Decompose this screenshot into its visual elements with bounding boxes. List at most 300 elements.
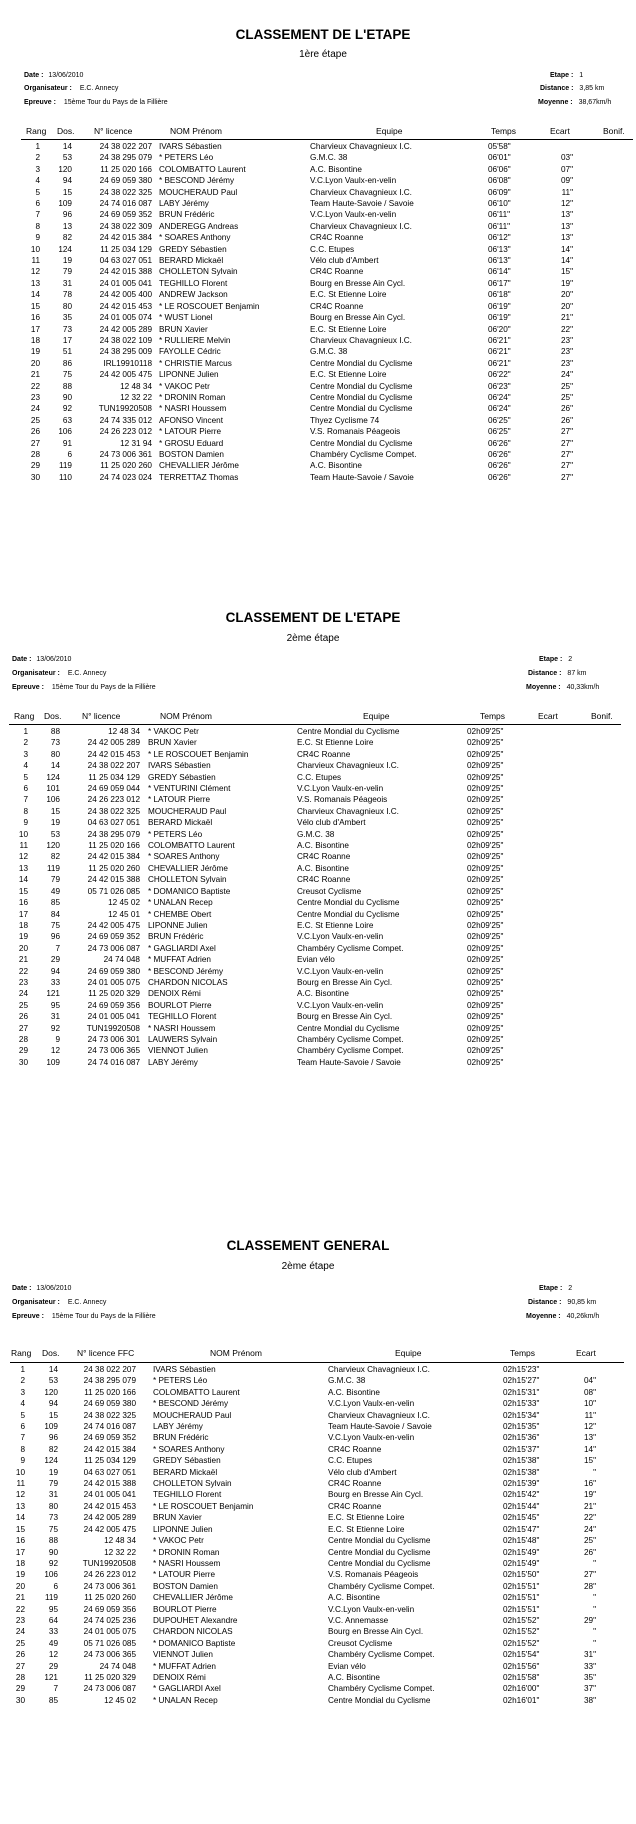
average-speed-label: Moyenne : xyxy=(538,99,573,106)
table-row xyxy=(0,1432,636,1443)
time-cell: 02h15'52" xyxy=(503,1638,540,1648)
rider-name-cell: * DRONIN Roman xyxy=(159,392,226,402)
bib-cell: 88 xyxy=(50,727,60,736)
team-cell: Team Haute-Savoie / Savoie xyxy=(310,472,414,482)
team-cell: Centre Mondial du Cyclisme xyxy=(310,404,413,414)
rank-cell: 9 xyxy=(20,1456,25,1466)
rank-cell: 3 xyxy=(20,1387,25,1397)
licence-cell: 24 74 025 236 xyxy=(83,1615,136,1625)
team-cell: E.C. St Etienne Loire xyxy=(310,290,387,300)
time-cell: 02h09'25" xyxy=(467,863,504,873)
bib-cell: 79 xyxy=(50,875,60,885)
team-cell: Charvieux Chavagnieux I.C. xyxy=(310,142,412,151)
time-cell: 02h15'45" xyxy=(503,1513,540,1523)
rank-cell: 26 xyxy=(18,1012,28,1022)
licence-cell: 24 42 015 388 xyxy=(99,267,152,277)
gap-cell: 07" xyxy=(560,164,573,174)
bib-cell: 73 xyxy=(48,1513,58,1523)
licence-cell: 24 69 059 356 xyxy=(87,1000,140,1010)
rank-cell: 28 xyxy=(18,1034,28,1044)
rank-cell: 27 xyxy=(30,438,40,448)
rank-cell: 6 xyxy=(23,784,28,794)
licence-cell: 24 73 006 365 xyxy=(87,1046,140,1056)
licence-cell: 04 63 027 051 xyxy=(99,256,152,266)
rank-cell: 30 xyxy=(18,1057,28,1067)
licence-cell: 24 42 015 384 xyxy=(99,233,152,243)
team-cell: Centre Mondial du Cyclisme xyxy=(328,1558,431,1568)
rank-cell: 25 xyxy=(15,1638,25,1648)
licence-cell: 11 25 020 166 xyxy=(84,1387,136,1397)
licence-cell: 24 38 295 079 xyxy=(99,153,152,163)
bib-cell: 15 xyxy=(62,187,72,197)
licence-cell: 24 42 005 289 xyxy=(87,738,140,748)
team-cell: V.C.Lyon Vaulx-en-velin xyxy=(328,1399,415,1409)
rider-name-cell: * GAGLIARDI Axel xyxy=(153,1684,221,1694)
team-cell: Evian vélo xyxy=(328,1661,366,1671)
stage-label: Etape : xyxy=(539,1285,563,1292)
rank-cell: 28 xyxy=(30,449,40,459)
section-subtitle: 2ème étape xyxy=(281,1261,335,1272)
team-cell: CR4C Roanne xyxy=(328,1479,382,1489)
licence-cell: 24 73 006 361 xyxy=(83,1581,136,1591)
time-cell: 02h15'39" xyxy=(503,1479,540,1489)
table-row xyxy=(0,1649,636,1660)
rank-cell: 4 xyxy=(35,176,40,186)
team-cell: G.M.C. 38 xyxy=(310,153,348,163)
bib-cell: 119 xyxy=(46,863,60,873)
time-cell: 02h09'25" xyxy=(467,1057,504,1067)
table-row xyxy=(0,1364,636,1375)
stage-label: Etape : xyxy=(550,72,574,79)
rank-cell: 18 xyxy=(18,920,28,930)
team-cell: G.M.C. 38 xyxy=(297,829,335,839)
rank-cell: 19 xyxy=(30,347,40,357)
gap-cell: 24" xyxy=(560,370,573,380)
rider-name-cell: * LE ROSCOUET Benjamin xyxy=(159,301,260,311)
team-cell: Vélo club d'Ambert xyxy=(310,256,379,266)
licence-cell: 24 26 223 012 xyxy=(99,427,152,437)
rank-cell: 20 xyxy=(30,358,40,368)
licence-cell: 24 01 005 041 xyxy=(83,1490,136,1500)
team-cell: Bourg en Bresse Ain Cycl. xyxy=(297,1012,393,1022)
average-speed-value: 38,67km/h xyxy=(578,99,612,106)
rider-name-cell: ANDREW Jackson xyxy=(159,290,228,300)
rider-name-cell: CHARDON NICOLAS xyxy=(153,1627,233,1637)
rank-cell: 7 xyxy=(20,1433,25,1443)
time-cell: 06'26" xyxy=(488,449,511,459)
bib-cell: 31 xyxy=(62,278,72,288)
results-table xyxy=(0,1364,636,1706)
bib-cell: 53 xyxy=(50,829,60,839)
gap-cell: 31" xyxy=(583,1650,596,1660)
gap-cell: 19" xyxy=(560,278,573,288)
rider-name-cell: * LATOUR Pierre xyxy=(153,1570,216,1580)
licence-cell: 24 42 015 453 xyxy=(83,1501,136,1511)
rider-name-cell: DENOIX Rémi xyxy=(148,989,201,999)
time-cell: 06'17" xyxy=(488,278,511,288)
rider-name-cell: COLOMBATTO Laurent xyxy=(148,841,235,851)
rider-name-cell: LIPONNE Julien xyxy=(159,370,219,380)
gap-cell: 29" xyxy=(583,1615,596,1625)
time-cell: 02h15'34" xyxy=(503,1410,540,1420)
team-cell: Charvieux Chavagnieux I.C. xyxy=(297,806,399,816)
header-ecart: Ecart xyxy=(538,711,558,721)
event-label: Epreuve : xyxy=(12,684,44,691)
team-cell: CR4C Roanne xyxy=(328,1444,382,1454)
time-cell: 02h09'25" xyxy=(467,1046,504,1056)
stage-value: 1 xyxy=(579,72,584,79)
bib-cell: 121 xyxy=(44,1672,58,1682)
gap-cell: 37" xyxy=(583,1684,596,1694)
bib-cell: 49 xyxy=(50,886,60,896)
time-cell: 06'21" xyxy=(488,358,511,368)
bib-cell: 15 xyxy=(50,806,60,816)
licence-cell: TUN19920508 xyxy=(98,404,152,414)
time-cell: 02h15'51" xyxy=(503,1604,540,1614)
licence-cell: 11 25 034 129 xyxy=(88,772,140,782)
gap-cell: 09" xyxy=(560,176,573,186)
bib-cell: 53 xyxy=(62,153,72,163)
licence-cell: 24 01 005 075 xyxy=(87,977,140,987)
gap-cell: 26" xyxy=(560,404,573,414)
team-cell: CR4C Roanne xyxy=(310,233,364,243)
bib-cell: 19 xyxy=(62,256,72,266)
time-cell: 02h15'35" xyxy=(503,1422,540,1432)
gap-cell: 28" xyxy=(583,1581,596,1591)
section-subtitle: 1ère étape xyxy=(299,49,347,60)
header-ecart: Ecart xyxy=(550,126,570,136)
rank-cell: 12 xyxy=(18,852,28,862)
gap-cell: 11" xyxy=(561,187,573,197)
team-cell: E.C. St Etienne Loire xyxy=(297,738,374,748)
rank-cell: 25 xyxy=(30,415,40,425)
rank-cell: 18 xyxy=(30,335,40,345)
licence-cell: 24 74 023 024 xyxy=(99,472,152,482)
header-dos: Dos. xyxy=(57,126,75,136)
licence-cell: 24 38 295 079 xyxy=(83,1376,136,1386)
time-cell: 06'23" xyxy=(488,381,511,391)
time-cell: 02h15'48" xyxy=(503,1536,540,1546)
time-cell: 02h09'25" xyxy=(467,1034,504,1044)
rank-cell: 8 xyxy=(20,1444,25,1454)
gap-cell: 24" xyxy=(583,1524,596,1534)
time-cell: 02h15'49" xyxy=(503,1547,540,1557)
gap-cell: 22" xyxy=(560,324,573,334)
bib-cell: 124 xyxy=(44,1456,58,1466)
event-row xyxy=(12,1313,156,1320)
bib-cell: 119 xyxy=(44,1593,58,1603)
rider-name-cell: GREDY Sébastien xyxy=(153,1456,221,1466)
bib-cell: 80 xyxy=(48,1501,58,1511)
rider-name-cell: * DOMANICO Baptiste xyxy=(148,886,231,896)
bib-cell: 109 xyxy=(58,199,72,209)
team-cell: Centre Mondial du Cyclisme xyxy=(310,392,413,402)
rank-cell: 21 xyxy=(30,370,40,380)
licence-cell: 12 32 22 xyxy=(120,392,152,402)
bib-cell: 12 xyxy=(50,1046,60,1056)
rank-cell: 23 xyxy=(18,977,28,987)
time-cell: 05'58" xyxy=(488,142,511,151)
time-cell: 02h09'25" xyxy=(467,795,504,805)
header-licence: N° licence FFC xyxy=(77,1348,135,1358)
team-cell: Centre Mondial du Cyclisme xyxy=(310,358,413,368)
time-cell: 02h15'47" xyxy=(503,1524,540,1534)
gap-cell: 10" xyxy=(583,1399,596,1409)
licence-cell: 24 01 005 075 xyxy=(83,1627,136,1637)
team-cell: Charvieux Chavagnieux I.C. xyxy=(310,335,412,345)
team-cell: A.C. Bisontine xyxy=(310,461,362,471)
time-cell: 06'20" xyxy=(488,324,511,334)
rank-cell: 12 xyxy=(15,1490,25,1500)
event-label: Epreuve : xyxy=(12,1313,44,1320)
header-ecart: Ecart xyxy=(576,1348,596,1358)
organizer-value: E.C. Annecy xyxy=(67,1299,107,1306)
event-value: 15ème Tour du Pays de la Fillière xyxy=(51,684,156,691)
rider-name-cell: CHEVALLIER Jérôme xyxy=(148,863,228,873)
bib-cell: 94 xyxy=(50,966,60,976)
licence-cell: 24 69 059 044 xyxy=(87,784,140,794)
team-cell: V.C. Annemasse xyxy=(328,1615,389,1625)
team-cell: Creusot Cyclisme xyxy=(328,1638,393,1648)
team-cell: Creusot Cyclisme xyxy=(297,886,362,896)
rider-name-cell: * BESCOND Jérémy xyxy=(148,966,224,976)
team-cell: V.C.Lyon Vaulx-en-velin xyxy=(310,176,397,186)
rank-cell: 4 xyxy=(23,761,28,771)
bib-cell: 14 xyxy=(48,1365,58,1374)
team-cell: Charvieux Chavagnieux I.C. xyxy=(297,761,399,771)
licence-cell: 24 42 015 388 xyxy=(83,1479,136,1489)
team-cell: Charvieux Chavagnieux I.C. xyxy=(328,1410,430,1420)
licence-cell: 24 42 005 475 xyxy=(83,1524,136,1534)
rider-name-cell: * SOARES Anthony xyxy=(153,1444,225,1454)
time-cell: 02h09'25" xyxy=(467,955,504,965)
rider-name-cell: * VAKOC Petr xyxy=(148,727,199,736)
rider-name-cell: * NASRI Houssem xyxy=(148,1023,216,1033)
rank-cell: 13 xyxy=(15,1501,25,1511)
team-cell: Charvieux Chavagnieux I.C. xyxy=(310,187,412,197)
date-label: Date : xyxy=(24,72,44,79)
licence-cell: 24 69 059 380 xyxy=(87,966,140,976)
stage-value: 2 xyxy=(568,656,573,663)
gap-cell: 15" xyxy=(583,1456,596,1466)
rider-name-cell: CHOLLETON Sylvain xyxy=(148,875,227,885)
rider-name-cell: AFONSO Vincent xyxy=(159,415,224,425)
rank-cell: 5 xyxy=(35,187,40,197)
header-nom: NOM Prénom xyxy=(210,1348,262,1358)
header-rang: Rang xyxy=(11,1348,32,1358)
bib-cell: 33 xyxy=(48,1627,58,1637)
bib-cell: 120 xyxy=(58,164,72,174)
gap-cell: 11" xyxy=(584,1410,596,1420)
rider-name-cell: * UNALAN Recep xyxy=(153,1695,218,1705)
bib-cell: 94 xyxy=(48,1399,58,1409)
gap-cell: 03" xyxy=(560,153,573,163)
team-cell: Centre Mondial du Cyclisme xyxy=(310,381,413,391)
licence-cell: 12 45 01 xyxy=(108,909,140,919)
team-cell: Centre Mondial du Cyclisme xyxy=(297,727,400,736)
table-row xyxy=(0,1524,636,1535)
header-licence: N° licence xyxy=(94,126,133,136)
table-row xyxy=(0,1489,636,1500)
gap-cell: 33" xyxy=(583,1661,596,1671)
header-temps: Temps xyxy=(480,711,506,721)
team-cell: Chambéry Cyclisme Compet. xyxy=(328,1650,435,1660)
licence-cell: 24 74 016 087 xyxy=(87,1057,140,1067)
bib-cell: 7 xyxy=(55,943,60,953)
team-cell: Thyez Cyclisme 74 xyxy=(310,415,380,425)
time-cell: 06'25" xyxy=(488,415,511,425)
time-cell: 06'09" xyxy=(488,187,511,197)
organizer-label: Organisateur : xyxy=(24,85,72,92)
bib-cell: 106 xyxy=(58,427,72,437)
rider-name-cell: * BESCOND Jérémy xyxy=(159,176,235,186)
table-row xyxy=(0,1661,636,1672)
rider-name-cell: * PETERS Léo xyxy=(159,153,214,163)
rider-name-cell: CHARDON NICOLAS xyxy=(148,977,228,987)
rank-cell: 14 xyxy=(15,1513,25,1523)
licence-cell: 24 69 059 352 xyxy=(83,1433,136,1443)
organizer-label: Organisateur : xyxy=(12,1299,60,1306)
time-cell: 02h09'25" xyxy=(467,932,504,942)
rider-name-cell: * GROSU Eduard xyxy=(159,438,224,448)
header-equipe: Equipe xyxy=(395,1348,422,1358)
rank-cell: 16 xyxy=(30,313,40,323)
team-cell: CR4C Roanne xyxy=(297,749,351,759)
section-title: CLASSEMENT DE L'ETAPE xyxy=(235,27,411,42)
time-cell: 02h09'25" xyxy=(467,761,504,771)
time-cell: 02h09'25" xyxy=(467,841,504,851)
licence-cell: IRL19910118 xyxy=(103,358,152,368)
bib-cell: 53 xyxy=(48,1376,58,1386)
licence-cell: 24 42 015 453 xyxy=(99,301,152,311)
rider-name-cell: BOSTON Damien xyxy=(153,1581,218,1591)
rank-cell: 26 xyxy=(15,1650,25,1660)
rider-name-cell: * LE ROSCOUET Benjamin xyxy=(148,749,249,759)
rank-cell: 10 xyxy=(15,1467,25,1477)
bib-cell: 80 xyxy=(50,749,60,759)
team-cell: CR4C Roanne xyxy=(328,1501,382,1511)
time-cell: 06'06" xyxy=(488,164,511,174)
rank-cell: 22 xyxy=(15,1604,25,1614)
gap-cell: 14" xyxy=(560,244,573,254)
distance-label: Distance : xyxy=(540,85,574,92)
bib-cell: 96 xyxy=(62,210,72,220)
rank-cell: 7 xyxy=(23,795,28,805)
header-bonif: Bonif. xyxy=(591,711,613,721)
licence-cell: 24 73 006 087 xyxy=(83,1684,136,1694)
licence-cell: 24 26 223 012 xyxy=(83,1570,136,1580)
bib-cell: 75 xyxy=(48,1524,58,1534)
rank-cell: 20 xyxy=(18,943,28,953)
time-cell: 02h15'33" xyxy=(503,1399,540,1409)
rank-cell: 11 xyxy=(16,1479,25,1489)
rider-name-cell: BRUN Xavier xyxy=(148,738,197,748)
table-row xyxy=(0,1581,636,1592)
rider-name-cell: BOURLOT Pierre xyxy=(153,1604,217,1614)
rider-name-cell: COLOMBATTO Laurent xyxy=(153,1387,240,1397)
gap-cell: 21" xyxy=(560,313,573,323)
rider-name-cell: * VENTURINI Clément xyxy=(148,784,231,794)
gap-cell: 20" xyxy=(560,301,573,311)
header-temps: Temps xyxy=(510,1348,536,1358)
time-cell: 06'11" xyxy=(488,210,511,220)
rank-cell: 5 xyxy=(23,772,28,782)
team-cell: Chambéry Cyclisme Compet. xyxy=(297,1034,404,1044)
header-bonif: Bonif. xyxy=(603,126,625,136)
rank-cell: 27 xyxy=(18,1023,28,1033)
bib-cell: 17 xyxy=(62,335,72,345)
time-cell: 02h15'58" xyxy=(503,1672,540,1682)
licence-cell: 12 31 94 xyxy=(120,438,152,448)
bib-cell: 90 xyxy=(48,1547,58,1557)
licence-cell: 05 71 026 085 xyxy=(87,886,140,896)
header-divider xyxy=(10,1362,624,1363)
bib-cell: 120 xyxy=(46,841,60,851)
team-cell: A.C. Bisontine xyxy=(297,841,349,851)
header-nom: NOM Prénom xyxy=(170,126,222,136)
bib-cell: 15 xyxy=(48,1410,58,1420)
rider-name-cell: MOUCHERAUD Paul xyxy=(159,187,238,197)
team-cell: Chambéry Cyclisme Compet. xyxy=(328,1684,435,1694)
bib-cell: 101 xyxy=(46,784,60,794)
bib-cell: 6 xyxy=(67,449,72,459)
bib-cell: 88 xyxy=(62,381,72,391)
rider-name-cell: BERARD Mickaël xyxy=(153,1467,218,1477)
bib-cell: 84 xyxy=(50,909,60,919)
rider-name-cell: CHOLLETON Sylvain xyxy=(159,267,238,277)
rank-cell: 30 xyxy=(15,1695,25,1705)
time-cell: 06'22" xyxy=(488,370,511,380)
time-cell: 02h09'25" xyxy=(467,1012,504,1022)
team-cell: Centre Mondial du Cyclisme xyxy=(297,909,400,919)
time-cell: 02h15'51" xyxy=(503,1593,540,1603)
table-row xyxy=(0,1467,636,1478)
table-row xyxy=(0,1626,636,1637)
time-cell: 02h09'25" xyxy=(467,909,504,919)
rank-cell: 13 xyxy=(18,863,28,873)
team-cell: V.C.Lyon Vaulx-en-velin xyxy=(310,210,397,220)
header-temps: Temps xyxy=(491,126,517,136)
licence-cell: 24 38 022 325 xyxy=(87,806,140,816)
rider-name-cell: * LE ROSCOUET Benjamin xyxy=(153,1501,254,1511)
rider-name-cell: BRUN Xavier xyxy=(153,1513,202,1523)
table-row xyxy=(0,1592,636,1603)
bib-cell: 82 xyxy=(50,852,60,862)
rank-cell: 23 xyxy=(15,1615,25,1625)
rank-cell: 15 xyxy=(15,1524,25,1534)
bib-cell: 14 xyxy=(50,761,60,771)
table-row xyxy=(0,1501,636,1512)
bib-cell: 82 xyxy=(48,1444,58,1454)
licence-cell: 24 26 223 012 xyxy=(87,795,140,805)
organizer-value: E.C. Annecy xyxy=(79,85,119,92)
rider-name-cell: IVARS Sébastien xyxy=(153,1365,216,1374)
table-row xyxy=(0,1615,636,1626)
rider-name-cell: * DOMANICO Baptiste xyxy=(153,1638,236,1648)
rank-cell: 14 xyxy=(30,290,40,300)
time-cell: 02h15'23" xyxy=(503,1365,540,1374)
licence-cell: 24 73 006 361 xyxy=(99,449,152,459)
bib-cell: 13 xyxy=(62,221,72,231)
rank-cell: 13 xyxy=(30,278,40,288)
gap-cell: 25" xyxy=(583,1536,596,1546)
time-cell: 06'26" xyxy=(488,438,511,448)
licence-cell: 24 01 005 041 xyxy=(87,1012,140,1022)
time-cell: 02h09'25" xyxy=(467,749,504,759)
rank-cell: 25 xyxy=(18,1000,28,1010)
bib-cell: 73 xyxy=(62,324,72,334)
table-row xyxy=(0,1695,636,1706)
